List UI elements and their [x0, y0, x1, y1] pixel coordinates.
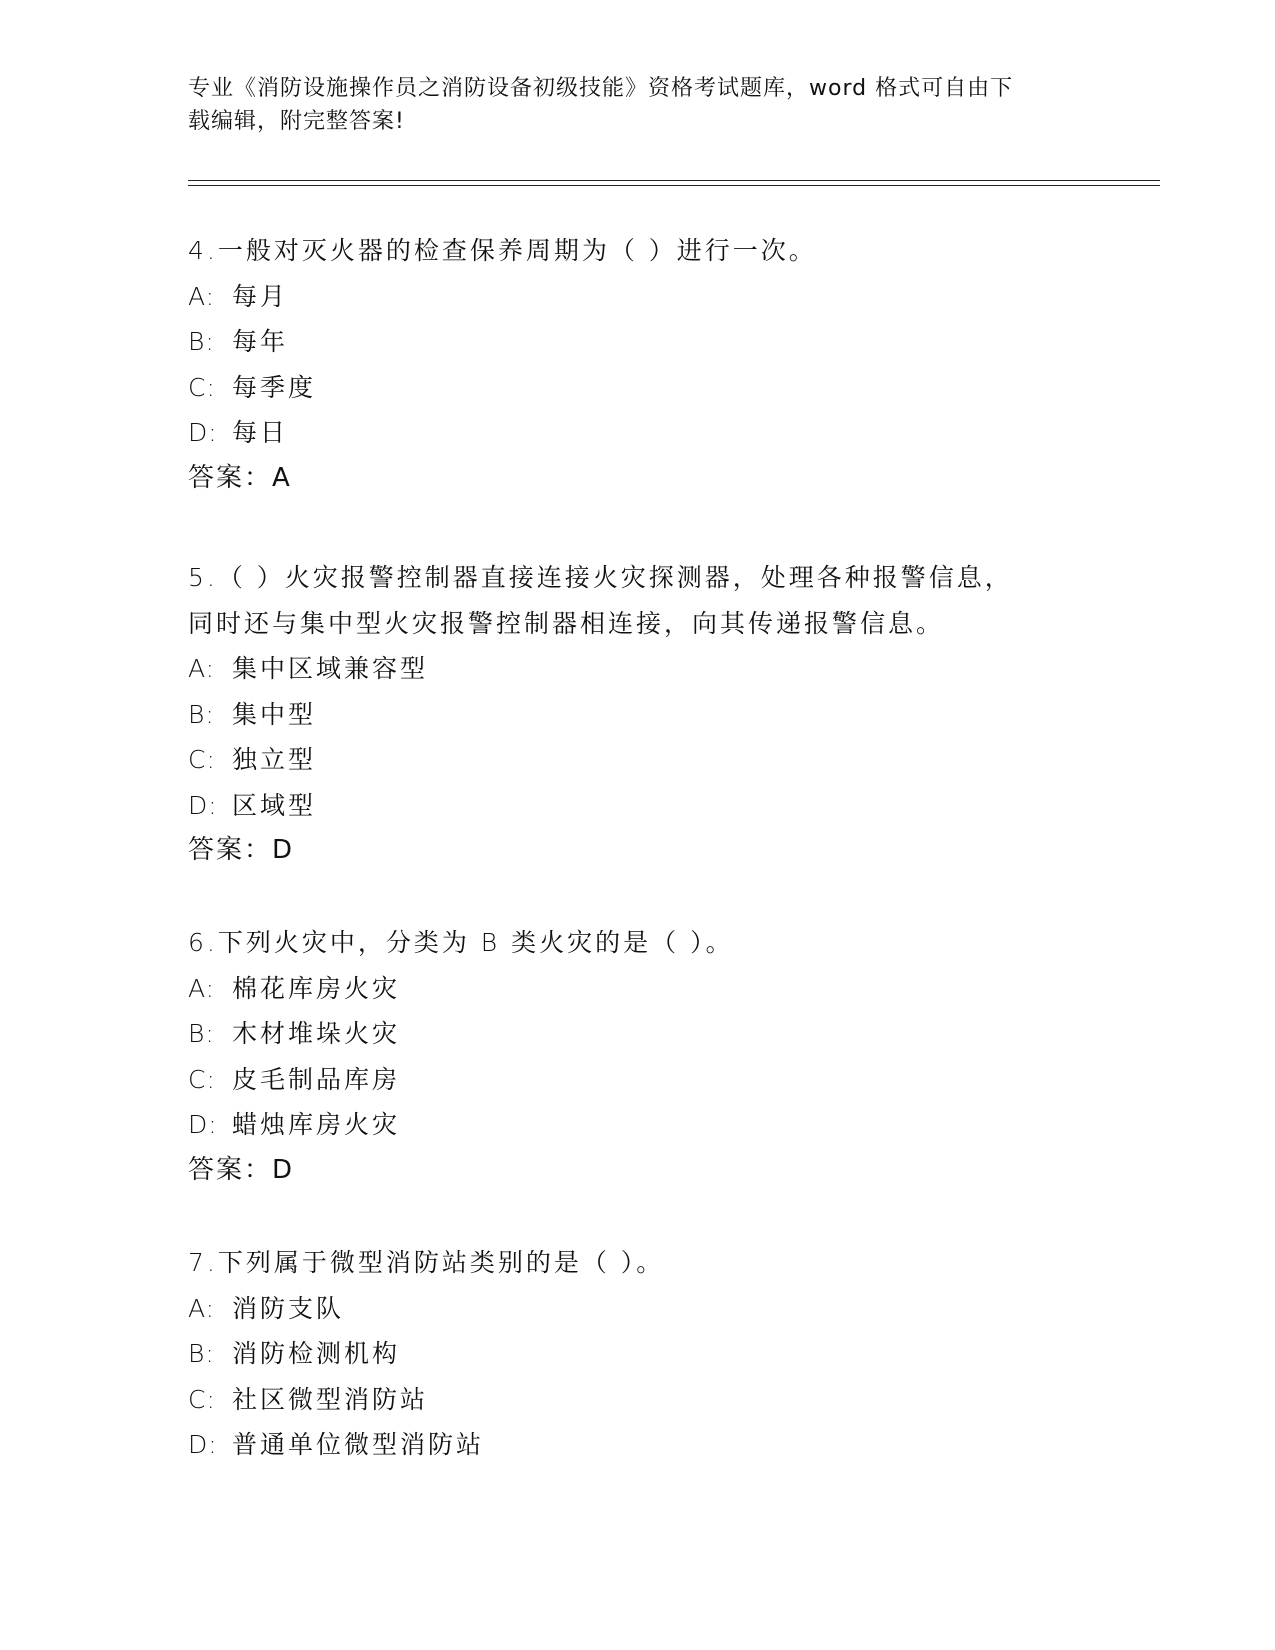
option-label: B: — [188, 327, 215, 356]
question-7 — [188, 1240, 1088, 1468]
option-label: B: — [188, 1019, 215, 1048]
option-b — [188, 1011, 1088, 1057]
option-label: C: — [188, 745, 216, 774]
option-text: 独立型 — [232, 745, 317, 774]
option-text: 棉花库房火灾 — [232, 973, 401, 1003]
question-6 — [188, 920, 1088, 1193]
option-label: C: — [188, 1384, 216, 1414]
option-b — [188, 1331, 1088, 1377]
option-text: 消防检测机构 — [232, 1339, 401, 1368]
option-text: 消防支队 — [232, 1293, 345, 1323]
option-label: D: — [188, 790, 218, 820]
question-text: 6.下列火灾中，分类为 B 类火灾的是（ ）。 — [188, 928, 734, 957]
option-text: 普通单位微型消防站 — [232, 1430, 485, 1459]
option-label: B: — [188, 699, 215, 729]
option-d — [188, 1102, 1088, 1148]
option-label: D: — [188, 1430, 218, 1459]
option-text: 社区微型消防站 — [232, 1384, 429, 1414]
option-label: B: — [188, 1339, 215, 1368]
option-label: D: — [188, 418, 218, 447]
option-d — [188, 1422, 1088, 1468]
option-c — [188, 365, 1088, 411]
option-label: A: — [188, 654, 216, 683]
option-d — [188, 410, 1088, 456]
question-text-line-1: 5.（ ）火灾报警控制器直接连接火灾探测器，处理各种报警信息， — [188, 563, 1013, 592]
option-a — [188, 274, 1088, 320]
option-a — [188, 1286, 1088, 1332]
option-text: 每日 — [232, 418, 289, 447]
option-c — [188, 1057, 1088, 1103]
option-b — [188, 319, 1088, 365]
question-text: 7.下列属于微型消防站类别的是（ ）。 — [188, 1248, 665, 1277]
option-label: A: — [188, 281, 216, 311]
document-header — [188, 72, 1088, 138]
option-text: 每季度 — [232, 372, 317, 402]
option-text: 蜡烛库房火灾 — [232, 1110, 401, 1139]
option-d — [188, 783, 1088, 829]
header-divider — [188, 180, 1160, 186]
option-text: 每月 — [232, 281, 289, 311]
option-label: C: — [188, 1064, 216, 1094]
option-c — [188, 1377, 1088, 1423]
option-text: 区域型 — [232, 790, 317, 820]
option-text: 每年 — [232, 327, 289, 356]
option-label: D: — [188, 1110, 218, 1139]
option-text: 集中区域兼容型 — [232, 654, 429, 683]
option-text: 木材堆垛火灾 — [232, 1019, 401, 1048]
option-label: C: — [188, 372, 216, 402]
option-a — [188, 646, 1088, 692]
answer: 答案：D — [188, 835, 295, 865]
option-label: A: — [188, 1293, 216, 1323]
header-line-1: 专业《消防设施操作员之消防设备初级技能》资格考试题库，word 格式可自由下 — [188, 76, 1014, 101]
question-5 — [188, 555, 1088, 874]
question-text: 4.一般对灭火器的检查保养周期为（ ）进行一次。 — [188, 236, 817, 265]
answer: 答案：D — [188, 1154, 295, 1185]
header-line-2: 载编辑，附完整答案! — [188, 109, 405, 134]
option-c — [188, 737, 1088, 783]
option-text: 皮毛制品库房 — [232, 1064, 401, 1094]
option-label: A: — [188, 973, 216, 1003]
question-text-line-2: 同时还与集中型火灾报警控制器相连接，向其传递报警信息。 — [188, 608, 945, 638]
answer: 答案：A — [188, 462, 292, 493]
option-a — [188, 966, 1088, 1012]
option-text: 集中型 — [232, 699, 317, 729]
option-b — [188, 692, 1088, 738]
question-4 — [188, 228, 1088, 501]
